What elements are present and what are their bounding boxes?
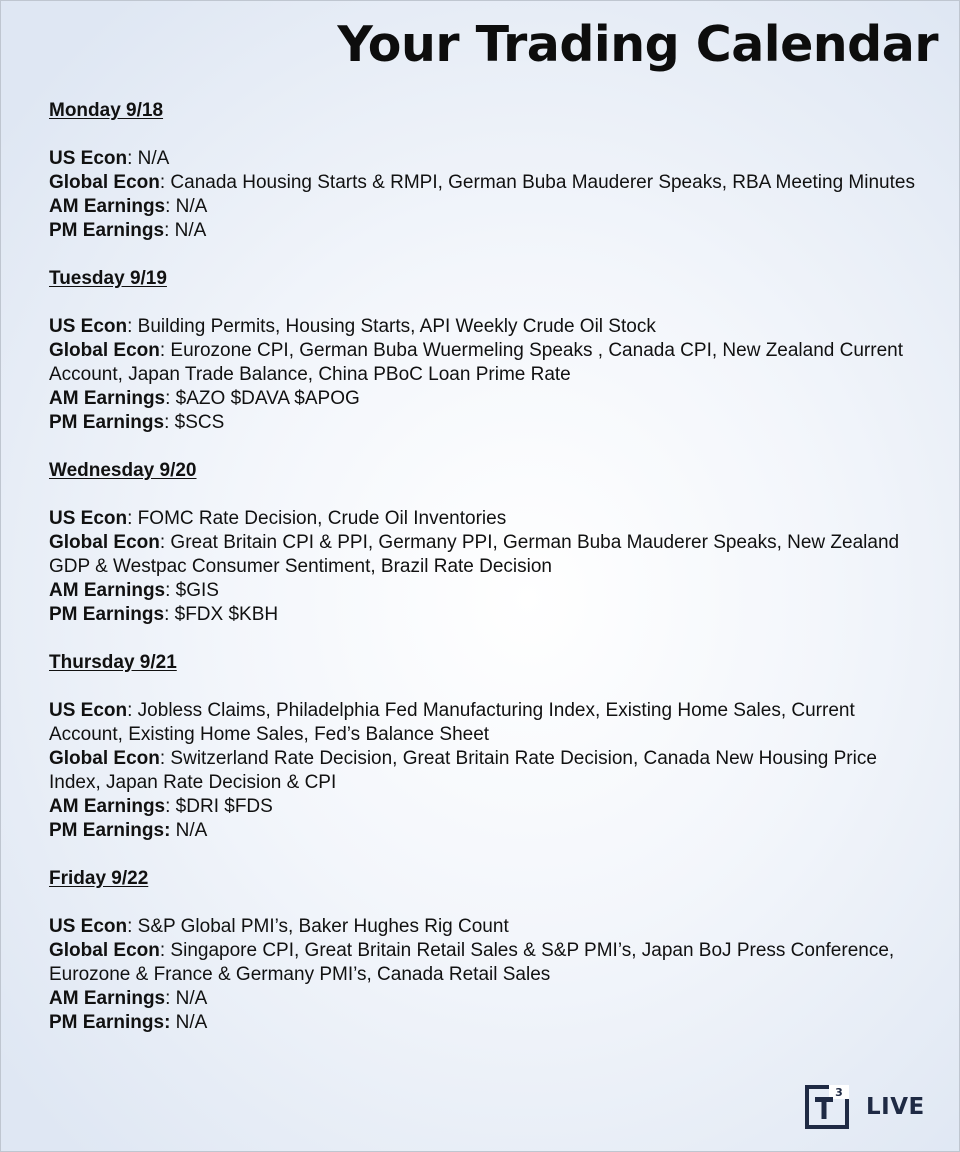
day-heading: Tuesday 9/19 xyxy=(49,268,167,289)
global-econ-colon: : xyxy=(159,340,166,361)
global-econ-row xyxy=(49,747,919,795)
am-earnings-label: AM Earnings xyxy=(49,388,166,409)
global-econ-label: Global Econ xyxy=(49,748,160,769)
am-earnings-row xyxy=(49,795,919,819)
pm-earnings-row xyxy=(49,219,919,243)
global-econ-value: Eurozone CPI, German Buba Wuermeling Speaks , Canada CPI, New Zealand Current Account, Japan Trade Balance, China PBoC Loan Prime Rate xyxy=(49,340,903,385)
t3-live-logo-icon xyxy=(805,1085,849,1129)
global-econ-row xyxy=(49,171,919,195)
pm-earnings-row xyxy=(49,411,919,435)
us-econ-value: FOMC Rate Decision, Crude Oil Inventories xyxy=(132,508,507,529)
us-econ-label: US Econ xyxy=(49,148,128,169)
global-econ-colon: : xyxy=(159,532,166,553)
am-earnings-colon: : xyxy=(165,580,171,601)
pm-earnings-row xyxy=(49,819,919,843)
us-econ-colon: : xyxy=(127,700,133,721)
day-monday xyxy=(49,99,919,243)
am-earnings-label: AM Earnings xyxy=(49,988,166,1009)
pm-earnings-colon: : xyxy=(164,220,170,241)
us-econ-row xyxy=(49,147,919,171)
pm-earnings-label: PM Earnings xyxy=(49,604,165,625)
us-econ-value: S&P Global PMI’s, Baker Hughes Rig Count xyxy=(132,916,509,937)
am-earnings-colon: : xyxy=(165,196,171,217)
global-econ-value: Canada Housing Starts & RMPI, German Buba Mauderer Speaks, RBA Meeting Minutes xyxy=(165,172,915,193)
am-earnings-row xyxy=(49,195,919,219)
am-earnings-colon: : xyxy=(165,988,171,1009)
global-econ-value: Great Britain CPI & PPI, Germany PPI, German Buba Mauderer Speaks, New Zealand GDP & Westpac Consumer Sentiment, Brazil Rate Decision xyxy=(49,532,900,577)
pm-earnings-value: $FDX $KBH xyxy=(169,604,279,625)
pm-earnings-colon: : xyxy=(164,604,170,625)
am-earnings-label: AM Earnings xyxy=(49,196,166,217)
am-earnings-colon: : xyxy=(165,388,171,409)
global-econ-colon: : xyxy=(159,172,166,193)
us-econ-label: US Econ xyxy=(49,700,128,721)
us-econ-colon: : xyxy=(127,508,133,529)
us-econ-row xyxy=(49,915,919,939)
global-econ-row xyxy=(49,531,919,579)
am-earnings-row xyxy=(49,579,919,603)
us-econ-row xyxy=(49,315,919,339)
global-econ-label: Global Econ xyxy=(49,532,160,553)
us-econ-row xyxy=(49,507,919,531)
am-earnings-row xyxy=(49,387,919,411)
day-heading: Monday 9/18 xyxy=(49,100,164,121)
day-tuesday xyxy=(49,267,919,435)
am-earnings-row xyxy=(49,987,919,1011)
page-title: Your Trading Calendar xyxy=(337,16,938,73)
global-econ-value: Switzerland Rate Decision, Great Britain Rate Decision, Canada New Housing Price Index, Japan Rate Decision & CPI xyxy=(49,748,877,793)
global-econ-row xyxy=(49,339,919,387)
pm-earnings-colon: : xyxy=(164,412,170,433)
global-econ-value: Singapore CPI, Great Britain Retail Sales & S&P PMI’s, Japan BoJ Press Conference, Eurozone & France & Germany PMI’s, Canada Retail Sales xyxy=(49,940,895,985)
global-econ-colon: : xyxy=(159,748,166,769)
us-econ-label: US Econ xyxy=(49,316,128,337)
us-econ-colon: : xyxy=(127,916,133,937)
us-econ-value: N/A xyxy=(132,148,170,169)
us-econ-value: Jobless Claims, Philadelphia Fed Manufacturing Index, Existing Home Sales, Current Account, Existing Home Sales, Fed’s Balance Sheet xyxy=(49,700,855,745)
day-friday xyxy=(49,867,919,1035)
us-econ-colon: : xyxy=(127,148,133,169)
pm-earnings-value: N/A xyxy=(169,220,207,241)
global-econ-label: Global Econ xyxy=(49,940,160,961)
us-econ-row xyxy=(49,699,919,747)
pm-earnings-label: PM Earnings xyxy=(49,412,165,433)
pm-earnings-label: PM Earnings xyxy=(49,220,165,241)
am-earnings-value: $DRI $FDS xyxy=(170,796,273,817)
pm-earnings-value: N/A xyxy=(170,1012,208,1033)
day-heading: Thursday 9/21 xyxy=(49,652,177,673)
am-earnings-label: AM Earnings xyxy=(49,796,166,817)
logo-text: LIVE xyxy=(866,1094,925,1120)
am-earnings-value: N/A xyxy=(170,988,208,1009)
pm-earnings-label: PM Earnings: xyxy=(49,1012,171,1033)
pm-earnings-value: N/A xyxy=(170,820,208,841)
pm-earnings-value: $SCS xyxy=(169,412,225,433)
us-econ-label: US Econ xyxy=(49,916,128,937)
am-earnings-colon: : xyxy=(165,796,171,817)
global-econ-label: Global Econ xyxy=(49,340,160,361)
am-earnings-value: $AZO $DAVA $APOG xyxy=(170,388,360,409)
pm-earnings-row xyxy=(49,1011,919,1035)
global-econ-row xyxy=(49,939,919,987)
am-earnings-label: AM Earnings xyxy=(49,580,166,601)
am-earnings-value: N/A xyxy=(170,196,208,217)
us-econ-value: Building Permits, Housing Starts, API Weekly Crude Oil Stock xyxy=(132,316,656,337)
day-wednesday xyxy=(49,459,919,627)
t3-live-logo xyxy=(805,1081,937,1137)
global-econ-label: Global Econ xyxy=(49,172,160,193)
us-econ-label: US Econ xyxy=(49,508,128,529)
us-econ-colon: : xyxy=(127,316,133,337)
global-econ-colon: : xyxy=(159,940,166,961)
am-earnings-value: $GIS xyxy=(170,580,219,601)
pm-earnings-label: PM Earnings: xyxy=(49,820,171,841)
calendar-content xyxy=(49,99,919,1059)
pm-earnings-row xyxy=(49,603,919,627)
logo-superscript: 3 xyxy=(835,1086,843,1099)
day-heading: Wednesday 9/20 xyxy=(49,460,197,481)
day-thursday xyxy=(49,651,919,843)
day-heading: Friday 9/22 xyxy=(49,868,149,889)
